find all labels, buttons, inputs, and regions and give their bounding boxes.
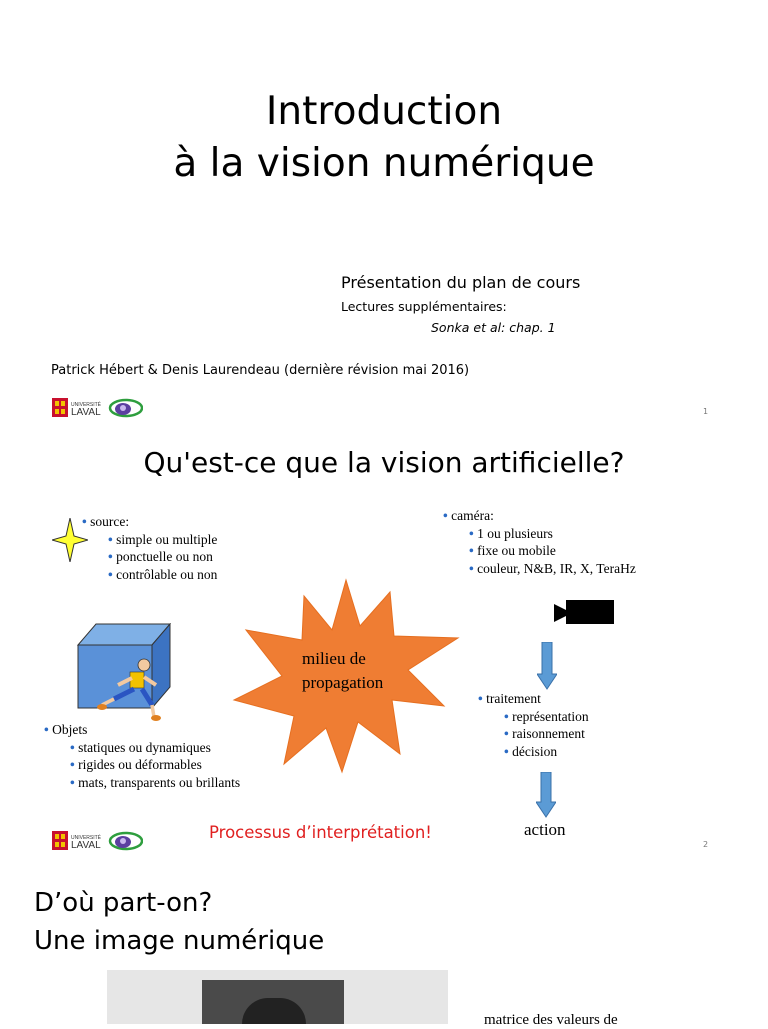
svg-text:UNIVERSITÉ: UNIVERSITÉ: [71, 402, 102, 408]
slide3-title-line1: D’où part-on?: [34, 888, 213, 918]
source-subitem: • simple ou multiple: [108, 531, 218, 547]
slide3-caption: matrice des valeurs de: [484, 1012, 618, 1028]
slide1-subtitle: Présentation du plan de cours: [341, 273, 581, 292]
propagation-label-line2: propagation: [302, 673, 384, 692]
traitement-subitem: • raisonnement: [504, 726, 585, 741]
processus-label: Processus d’interprétation!: [209, 823, 432, 842]
camera-subitem: • couleur, N&B, IR, X, TeraHz: [469, 560, 636, 576]
laval-logo: [51, 395, 143, 421]
svg-text:LAVAL: LAVAL: [71, 407, 101, 418]
svg-text:LAVAL: LAVAL: [71, 840, 101, 851]
objets-subitem: • rigides ou déformables: [70, 757, 202, 772]
traitement-subitem: • décision: [504, 743, 558, 759]
slide1-title-line1: Introduction: [265, 89, 503, 134]
slide1-readings-label: Lectures supplémentaires:: [341, 299, 507, 314]
slide3-title: [34, 884, 324, 960]
objets-subitem: • mats, transparents ou brillants: [70, 774, 241, 790]
objets-item: • Objets: [44, 722, 88, 737]
camera-subitem: • 1 ou plusieurs: [469, 525, 553, 541]
digital-image-figure: [107, 970, 448, 1024]
object-cube-image: [74, 623, 174, 727]
traitement-subitem: • représentation: [504, 708, 589, 724]
action-label: action: [524, 820, 566, 839]
camera-item: • caméra:: [443, 508, 494, 523]
objets-list: [44, 721, 240, 791]
camera-list: [443, 507, 636, 577]
slide3-title-line2: Une image numérique: [34, 926, 325, 956]
propagation-label-line1: milieu de: [302, 649, 366, 668]
laval-logo: [51, 828, 143, 854]
source-subitem: • ponctuelle ou non: [108, 549, 213, 564]
camera-icon: [554, 600, 616, 630]
objets-subitem: • statiques ou dynamiques: [70, 739, 211, 755]
traitement-list: [478, 690, 589, 760]
digital-image-dark-region: [202, 980, 344, 1024]
propagation-label: [302, 647, 383, 695]
camera-subitem: • fixe ou mobile: [469, 543, 556, 558]
slide1-page-number: 1: [703, 407, 709, 416]
source-subitem: • contrôlable ou non: [108, 566, 218, 582]
source-item: • source:: [82, 514, 130, 529]
source-list: [82, 513, 217, 583]
slide2-page-number: 2: [703, 840, 709, 849]
slide2-title: Qu'est-ce que la vision artificielle?: [143, 446, 625, 479]
traitement-item: • traitement: [478, 691, 541, 706]
slide1-title-line2: à la vision numérique: [173, 141, 595, 186]
slide1-reading: Sonka et al: chap. 1: [431, 320, 556, 335]
slide1-title: [0, 86, 768, 190]
slide1-authors: Patrick Hébert & Denis Laurendeau (dernière révision mai 2016): [51, 363, 470, 378]
svg-text:UNIVERSITÉ: UNIVERSITÉ: [71, 835, 102, 841]
down-arrow-icon: [536, 772, 556, 822]
down-arrow-icon: [537, 642, 557, 694]
